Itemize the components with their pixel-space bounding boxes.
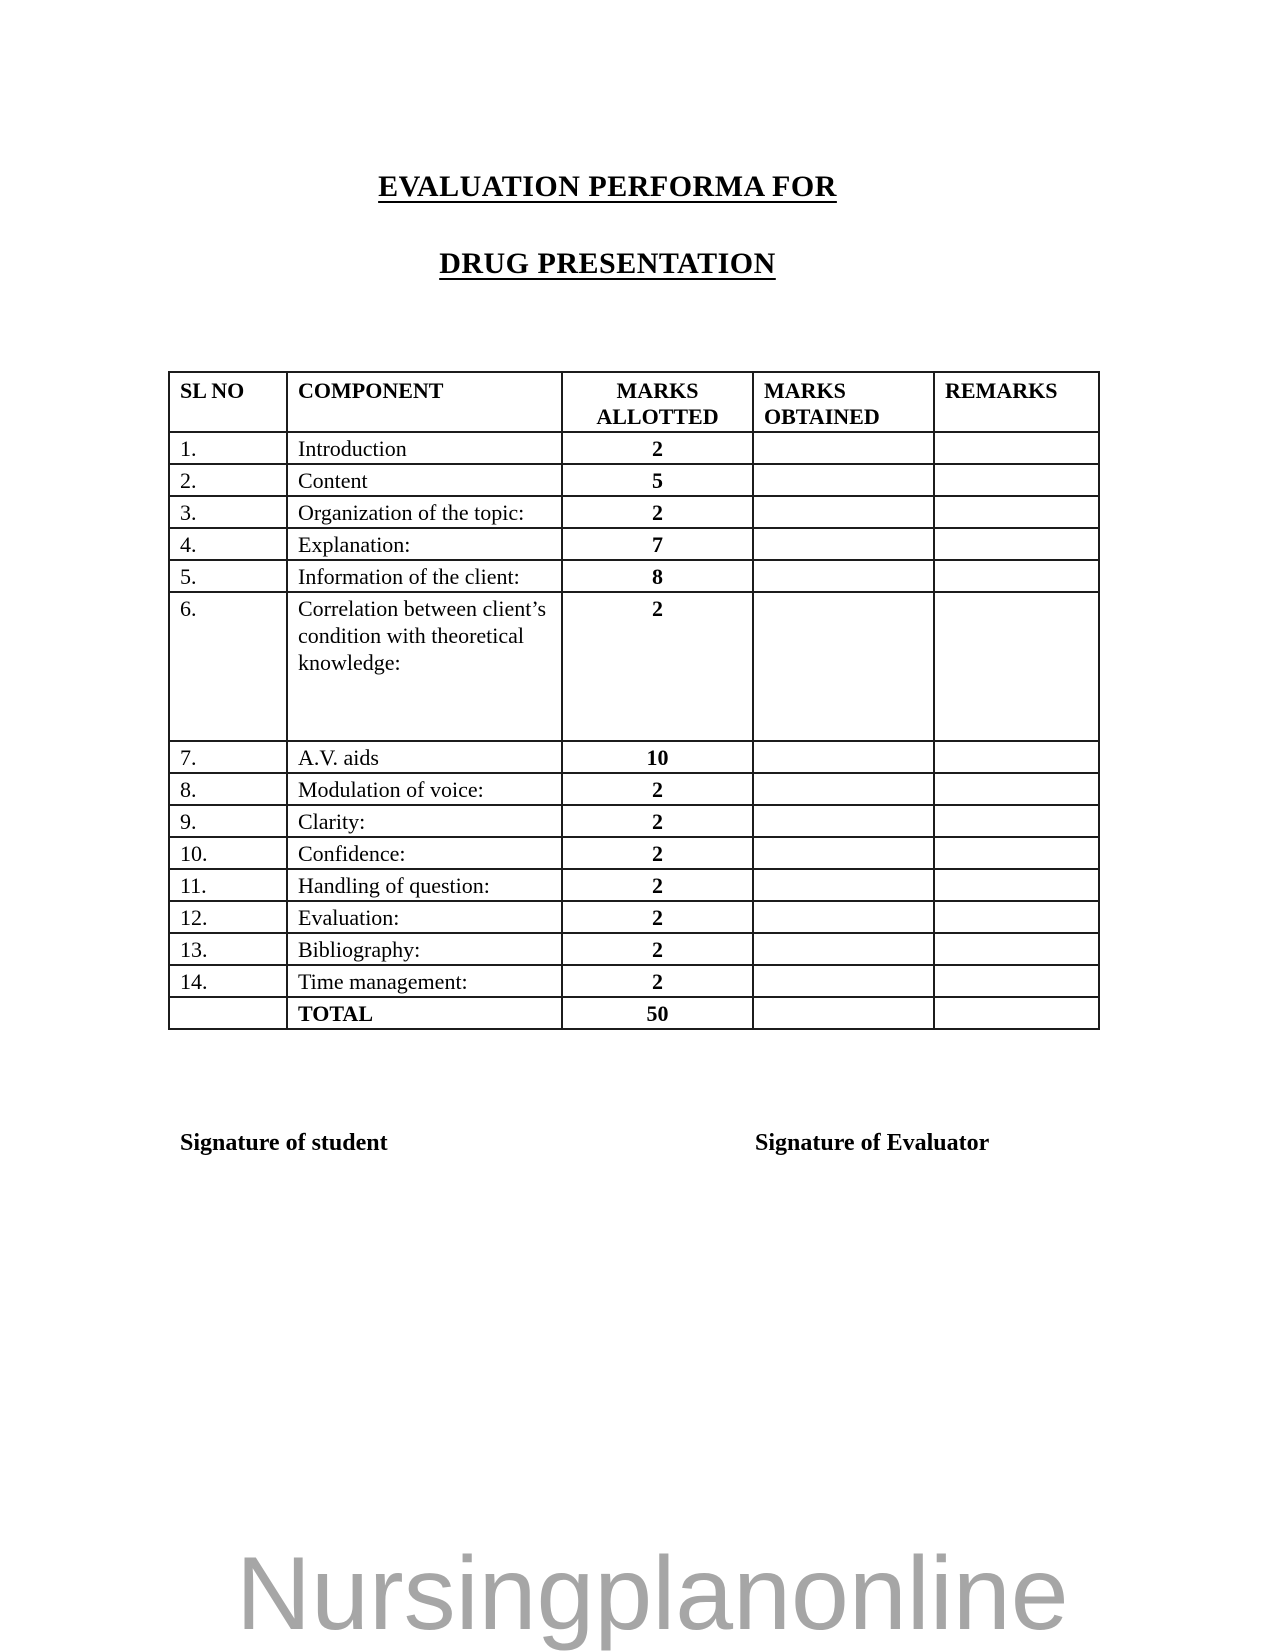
table-row: [169, 432, 1099, 464]
component-cell: Introduction: [287, 432, 562, 464]
sl-cell: 2.: [169, 464, 287, 496]
component-cell: Evaluation:: [287, 901, 562, 933]
remarks-cell: [934, 965, 1099, 997]
marks-obtained-cell: [753, 965, 934, 997]
remarks-cell: [934, 432, 1099, 464]
table-header-row: [169, 372, 1099, 432]
marks-obtained-cell: [753, 805, 934, 837]
marks-cell: 2: [562, 933, 753, 965]
table-row: [169, 528, 1099, 560]
marks-obtained-cell: [753, 901, 934, 933]
table-row: [169, 773, 1099, 805]
marks-obtained-cell: [753, 837, 934, 869]
signature-of-evaluator-label: Signature of Evaluator: [755, 1130, 990, 1156]
sl-cell: 3.: [169, 496, 287, 528]
header-marks-obtained: MARKS OBTAINED: [753, 372, 934, 432]
sl-cell: 1.: [169, 432, 287, 464]
marks-cell: 2: [562, 869, 753, 901]
remarks-cell: [934, 997, 1099, 1029]
marks-obtained-cell: [753, 933, 934, 965]
remarks-cell: [934, 837, 1099, 869]
sl-cell: 9.: [169, 805, 287, 837]
component-cell: Content: [287, 464, 562, 496]
marks-obtained-cell: [753, 592, 934, 741]
component-cell: TOTAL: [287, 997, 562, 1029]
header-sl-no: SL NO: [169, 372, 287, 432]
marks-obtained-cell: [753, 432, 934, 464]
remarks-cell: [934, 528, 1099, 560]
component-cell: Handling of question:: [287, 869, 562, 901]
component-cell: Bibliography:: [287, 933, 562, 965]
remarks-cell: [934, 464, 1099, 496]
remarks-cell: [934, 805, 1099, 837]
marks-cell: 2: [562, 496, 753, 528]
table-row: [169, 592, 1099, 741]
marks-cell: 2: [562, 805, 753, 837]
marks-obtained-cell: [753, 869, 934, 901]
marks-obtained-cell: [753, 464, 934, 496]
marks-obtained-cell: [753, 528, 934, 560]
watermark-text: Nursingplanonline: [236, 1536, 1069, 1652]
marks-cell: 50: [562, 997, 753, 1029]
marks-cell: 2: [562, 592, 753, 741]
marks-cell: 2: [562, 837, 753, 869]
marks-obtained-cell: [753, 997, 934, 1029]
table-row: [169, 464, 1099, 496]
remarks-cell: [934, 592, 1099, 741]
eval-table-body: [169, 432, 1099, 1029]
component-cell: Time management:: [287, 965, 562, 997]
remarks-cell: [934, 869, 1099, 901]
marks-cell: 2: [562, 965, 753, 997]
component-cell: Confidence:: [287, 837, 562, 869]
marks-cell: 8: [562, 560, 753, 592]
table-row: [169, 741, 1099, 773]
document-title-line-2: DRUG PRESENTATION: [439, 247, 776, 280]
sl-cell: 6.: [169, 592, 287, 741]
signature-of-student-label: Signature of student: [180, 1130, 388, 1156]
remarks-cell: [934, 741, 1099, 773]
header-remarks: REMARKS: [934, 372, 1099, 432]
signature-row: [0, 1130, 1275, 1162]
remarks-cell: [934, 560, 1099, 592]
table-row: [169, 965, 1099, 997]
sl-cell: [169, 997, 287, 1029]
component-cell: Correlation between client’s condition with theoretical knowledge:: [287, 592, 562, 741]
component-cell: Information of the client:: [287, 560, 562, 592]
remarks-cell: [934, 901, 1099, 933]
sl-cell: 8.: [169, 773, 287, 805]
marks-cell: 5: [562, 464, 753, 496]
table-total-row: [169, 997, 1099, 1029]
sl-cell: 4.: [169, 528, 287, 560]
sl-cell: 7.: [169, 741, 287, 773]
table-row: [169, 933, 1099, 965]
sl-cell: 11.: [169, 869, 287, 901]
table-row: [169, 837, 1099, 869]
sl-cell: 10.: [169, 837, 287, 869]
header-component: COMPONENT: [287, 372, 562, 432]
document-title-line-1: EVALUATION PERFORMA FOR: [378, 170, 837, 203]
marks-obtained-cell: [753, 560, 934, 592]
table-row: [169, 805, 1099, 837]
marks-cell: 2: [562, 432, 753, 464]
marks-cell: 10: [562, 741, 753, 773]
marks-obtained-cell: [753, 496, 934, 528]
marks-cell: 2: [562, 901, 753, 933]
evaluation-table: [168, 371, 1100, 1030]
marks-cell: 2: [562, 773, 753, 805]
remarks-cell: [934, 933, 1099, 965]
header-marks-allotted: MARKS ALLOTTED: [562, 372, 753, 432]
marks-obtained-cell: [753, 741, 934, 773]
sl-cell: 13.: [169, 933, 287, 965]
marks-obtained-cell: [753, 773, 934, 805]
table-row: [169, 560, 1099, 592]
component-cell: A.V. aids: [287, 741, 562, 773]
sl-cell: 14.: [169, 965, 287, 997]
component-cell: Clarity:: [287, 805, 562, 837]
component-cell: Explanation:: [287, 528, 562, 560]
table-row: [169, 869, 1099, 901]
remarks-cell: [934, 496, 1099, 528]
sl-cell: 12.: [169, 901, 287, 933]
component-cell: Organization of the topic:: [287, 496, 562, 528]
component-cell: Modulation of voice:: [287, 773, 562, 805]
table-row: [169, 496, 1099, 528]
remarks-cell: [934, 773, 1099, 805]
sl-cell: 5.: [169, 560, 287, 592]
table-row: [169, 901, 1099, 933]
marks-cell: 7: [562, 528, 753, 560]
